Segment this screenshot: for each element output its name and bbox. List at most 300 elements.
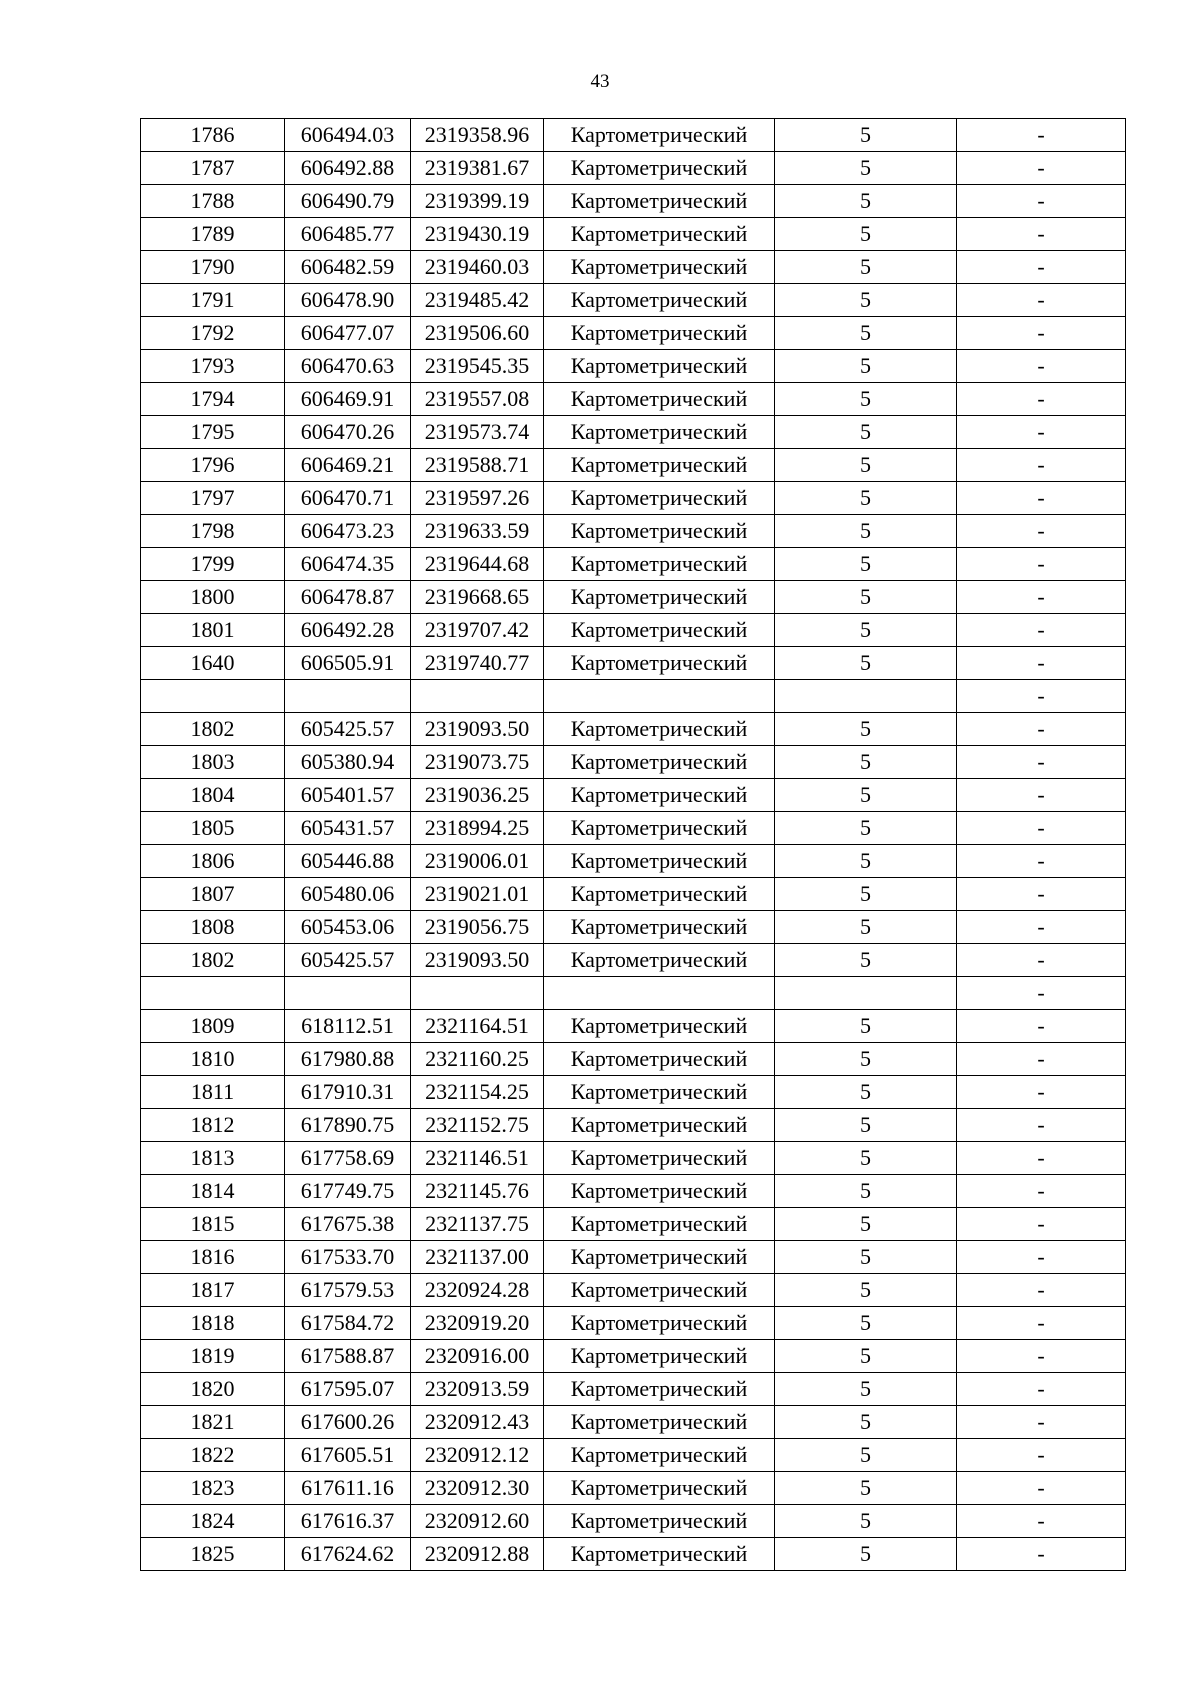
x-coordinate-cell: 606478.87 bbox=[285, 581, 411, 614]
y-coordinate-cell: 2321146.51 bbox=[411, 1142, 544, 1175]
y-coordinate-cell: 2321145.76 bbox=[411, 1175, 544, 1208]
accuracy-cell: 5 bbox=[775, 812, 957, 845]
y-coordinate-cell: 2321152.75 bbox=[411, 1109, 544, 1142]
accuracy-cell: 5 bbox=[775, 152, 957, 185]
y-coordinate-cell: 2319093.50 bbox=[411, 713, 544, 746]
accuracy-cell: 5 bbox=[775, 581, 957, 614]
description-cell: - bbox=[957, 1505, 1126, 1538]
method-cell: Картометрический bbox=[544, 251, 775, 284]
accuracy-cell: 5 bbox=[775, 317, 957, 350]
accuracy-cell: 5 bbox=[775, 218, 957, 251]
description-cell: - bbox=[957, 1076, 1126, 1109]
y-coordinate-cell: 2319430.19 bbox=[411, 218, 544, 251]
description-cell: - bbox=[957, 1208, 1126, 1241]
accuracy-cell: 5 bbox=[775, 647, 957, 680]
table-row bbox=[141, 152, 1126, 185]
y-coordinate-cell: 2319545.35 bbox=[411, 350, 544, 383]
description-cell: - bbox=[957, 1406, 1126, 1439]
table-row bbox=[141, 449, 1126, 482]
table-row bbox=[141, 416, 1126, 449]
description-cell: - bbox=[957, 647, 1126, 680]
point-number-cell: 1807 bbox=[141, 878, 285, 911]
point-number-cell: 1787 bbox=[141, 152, 285, 185]
method-cell: Картометрический bbox=[544, 218, 775, 251]
x-coordinate-cell: 617624.62 bbox=[285, 1538, 411, 1571]
accuracy-cell: 5 bbox=[775, 119, 957, 152]
x-coordinate-cell: 605425.57 bbox=[285, 944, 411, 977]
method-cell: Картометрический bbox=[544, 1439, 775, 1472]
method-cell: Картометрический bbox=[544, 779, 775, 812]
description-cell: - bbox=[957, 1274, 1126, 1307]
accuracy-cell: 5 bbox=[775, 515, 957, 548]
method-cell: Картометрический bbox=[544, 482, 775, 515]
method-cell: Картометрический bbox=[544, 1109, 775, 1142]
description-cell: - bbox=[957, 614, 1126, 647]
y-coordinate-cell: 2321164.51 bbox=[411, 1010, 544, 1043]
accuracy-cell: 5 bbox=[775, 1010, 957, 1043]
method-cell: Картометрический bbox=[544, 1505, 775, 1538]
point-number-cell: 1797 bbox=[141, 482, 285, 515]
y-coordinate-cell: 2319036.25 bbox=[411, 779, 544, 812]
x-coordinate-cell: 606478.90 bbox=[285, 284, 411, 317]
description-cell: - bbox=[957, 911, 1126, 944]
accuracy-cell: 5 bbox=[775, 713, 957, 746]
description-cell: - bbox=[957, 449, 1126, 482]
method-cell: Картометрический bbox=[544, 614, 775, 647]
method-cell: Картометрический bbox=[544, 1043, 775, 1076]
y-coordinate-cell: 2319573.74 bbox=[411, 416, 544, 449]
method-cell bbox=[544, 977, 775, 1010]
method-cell: Картометрический bbox=[544, 1406, 775, 1439]
description-cell: - bbox=[957, 977, 1126, 1010]
x-coordinate-cell: 605431.57 bbox=[285, 812, 411, 845]
y-coordinate-cell: 2319597.26 bbox=[411, 482, 544, 515]
point-number-cell bbox=[141, 977, 285, 1010]
y-coordinate-cell bbox=[411, 977, 544, 1010]
x-coordinate-cell: 606492.28 bbox=[285, 614, 411, 647]
y-coordinate-cell: 2319633.59 bbox=[411, 515, 544, 548]
y-coordinate-cell: 2320912.30 bbox=[411, 1472, 544, 1505]
description-cell: - bbox=[957, 416, 1126, 449]
table-row bbox=[141, 746, 1126, 779]
x-coordinate-cell: 617616.37 bbox=[285, 1505, 411, 1538]
point-number-cell: 1819 bbox=[141, 1340, 285, 1373]
y-coordinate-cell: 2319093.50 bbox=[411, 944, 544, 977]
accuracy-cell: 5 bbox=[775, 482, 957, 515]
table-row bbox=[141, 1538, 1126, 1571]
accuracy-cell bbox=[775, 977, 957, 1010]
description-cell: - bbox=[957, 1373, 1126, 1406]
accuracy-cell: 5 bbox=[775, 1076, 957, 1109]
accuracy-cell: 5 bbox=[775, 284, 957, 317]
x-coordinate-cell bbox=[285, 977, 411, 1010]
y-coordinate-cell: 2320912.43 bbox=[411, 1406, 544, 1439]
x-coordinate-cell: 617980.88 bbox=[285, 1043, 411, 1076]
point-number-cell: 1640 bbox=[141, 647, 285, 680]
description-cell: - bbox=[957, 1307, 1126, 1340]
description-cell: - bbox=[957, 383, 1126, 416]
description-cell: - bbox=[957, 119, 1126, 152]
description-cell: - bbox=[957, 1241, 1126, 1274]
point-number-cell: 1803 bbox=[141, 746, 285, 779]
method-cell: Картометрический bbox=[544, 383, 775, 416]
method-cell: Картометрический bbox=[544, 152, 775, 185]
y-coordinate-cell: 2321154.25 bbox=[411, 1076, 544, 1109]
y-coordinate-cell: 2319557.08 bbox=[411, 383, 544, 416]
table-row bbox=[141, 581, 1126, 614]
table-row bbox=[141, 1274, 1126, 1307]
method-cell bbox=[544, 680, 775, 713]
point-number-cell: 1788 bbox=[141, 185, 285, 218]
point-number-cell: 1811 bbox=[141, 1076, 285, 1109]
table-row bbox=[141, 548, 1126, 581]
y-coordinate-cell: 2319073.75 bbox=[411, 746, 544, 779]
y-coordinate-cell: 2320916.00 bbox=[411, 1340, 544, 1373]
table-row bbox=[141, 812, 1126, 845]
table-row bbox=[141, 911, 1126, 944]
y-coordinate-cell: 2321137.75 bbox=[411, 1208, 544, 1241]
point-number-cell: 1821 bbox=[141, 1406, 285, 1439]
description-cell: - bbox=[957, 581, 1126, 614]
method-cell: Картометрический bbox=[544, 1010, 775, 1043]
description-cell: - bbox=[957, 746, 1126, 779]
y-coordinate-cell: 2319399.19 bbox=[411, 185, 544, 218]
point-number-cell: 1806 bbox=[141, 845, 285, 878]
point-number-cell: 1802 bbox=[141, 713, 285, 746]
accuracy-cell: 5 bbox=[775, 845, 957, 878]
point-number-cell: 1793 bbox=[141, 350, 285, 383]
y-coordinate-cell: 2319381.67 bbox=[411, 152, 544, 185]
point-number-cell: 1801 bbox=[141, 614, 285, 647]
point-number-cell: 1820 bbox=[141, 1373, 285, 1406]
table-row bbox=[141, 1076, 1126, 1109]
x-coordinate-cell: 617579.53 bbox=[285, 1274, 411, 1307]
x-coordinate-cell: 617588.87 bbox=[285, 1340, 411, 1373]
point-number-cell: 1796 bbox=[141, 449, 285, 482]
x-coordinate-cell: 606494.03 bbox=[285, 119, 411, 152]
y-coordinate-cell: 2319588.71 bbox=[411, 449, 544, 482]
table-row bbox=[141, 185, 1126, 218]
description-cell: - bbox=[957, 1538, 1126, 1571]
table-row bbox=[141, 845, 1126, 878]
method-cell: Картометрический bbox=[544, 647, 775, 680]
accuracy-cell: 5 bbox=[775, 1307, 957, 1340]
accuracy-cell: 5 bbox=[775, 911, 957, 944]
accuracy-cell: 5 bbox=[775, 746, 957, 779]
table-row bbox=[141, 1340, 1126, 1373]
point-number-cell: 1812 bbox=[141, 1109, 285, 1142]
table-row bbox=[141, 317, 1126, 350]
x-coordinate-cell: 606505.91 bbox=[285, 647, 411, 680]
method-cell: Картометрический bbox=[544, 449, 775, 482]
point-number-cell: 1825 bbox=[141, 1538, 285, 1571]
method-cell: Картометрический bbox=[544, 1274, 775, 1307]
y-coordinate-cell: 2319644.68 bbox=[411, 548, 544, 581]
table-row bbox=[141, 1109, 1126, 1142]
point-number-cell: 1810 bbox=[141, 1043, 285, 1076]
y-coordinate-cell: 2319056.75 bbox=[411, 911, 544, 944]
y-coordinate-cell: 2319006.01 bbox=[411, 845, 544, 878]
description-cell: - bbox=[957, 317, 1126, 350]
point-number-cell: 1808 bbox=[141, 911, 285, 944]
method-cell: Картометрический bbox=[544, 1538, 775, 1571]
x-coordinate-cell: 605380.94 bbox=[285, 746, 411, 779]
accuracy-cell bbox=[775, 680, 957, 713]
table-row bbox=[141, 383, 1126, 416]
table-row bbox=[141, 350, 1126, 383]
x-coordinate-cell: 617533.70 bbox=[285, 1241, 411, 1274]
table-row bbox=[141, 1307, 1126, 1340]
y-coordinate-cell: 2319358.96 bbox=[411, 119, 544, 152]
method-cell: Картометрический bbox=[544, 317, 775, 350]
y-coordinate-cell: 2321137.00 bbox=[411, 1241, 544, 1274]
accuracy-cell: 5 bbox=[775, 1208, 957, 1241]
description-cell: - bbox=[957, 218, 1126, 251]
point-number-cell: 1791 bbox=[141, 284, 285, 317]
method-cell: Картометрический bbox=[544, 548, 775, 581]
table-row bbox=[141, 680, 1126, 713]
x-coordinate-cell: 617910.31 bbox=[285, 1076, 411, 1109]
description-cell: - bbox=[957, 1175, 1126, 1208]
method-cell: Картометрический bbox=[544, 185, 775, 218]
point-number-cell: 1794 bbox=[141, 383, 285, 416]
table-row bbox=[141, 1505, 1126, 1538]
point-number-cell: 1813 bbox=[141, 1142, 285, 1175]
y-coordinate-cell: 2320924.28 bbox=[411, 1274, 544, 1307]
description-cell: - bbox=[957, 713, 1126, 746]
method-cell: Картометрический bbox=[544, 1208, 775, 1241]
method-cell: Картометрический bbox=[544, 845, 775, 878]
point-number-cell: 1815 bbox=[141, 1208, 285, 1241]
accuracy-cell: 5 bbox=[775, 1274, 957, 1307]
table-row bbox=[141, 1472, 1126, 1505]
method-cell: Картометрический bbox=[544, 878, 775, 911]
description-cell: - bbox=[957, 185, 1126, 218]
accuracy-cell: 5 bbox=[775, 383, 957, 416]
x-coordinate-cell: 605453.06 bbox=[285, 911, 411, 944]
method-cell: Картометрический bbox=[544, 911, 775, 944]
x-coordinate-cell: 605446.88 bbox=[285, 845, 411, 878]
description-cell: - bbox=[957, 350, 1126, 383]
x-coordinate-cell bbox=[285, 680, 411, 713]
table-row bbox=[141, 1010, 1126, 1043]
method-cell: Картометрический bbox=[544, 581, 775, 614]
method-cell: Картометрический bbox=[544, 416, 775, 449]
description-cell: - bbox=[957, 1010, 1126, 1043]
accuracy-cell: 5 bbox=[775, 1472, 957, 1505]
table-row bbox=[141, 1241, 1126, 1274]
y-coordinate-cell: 2320912.60 bbox=[411, 1505, 544, 1538]
point-number-cell: 1790 bbox=[141, 251, 285, 284]
point-number-cell: 1792 bbox=[141, 317, 285, 350]
point-number-cell: 1789 bbox=[141, 218, 285, 251]
y-coordinate-cell: 2319707.42 bbox=[411, 614, 544, 647]
x-coordinate-cell: 606470.63 bbox=[285, 350, 411, 383]
table-row bbox=[141, 944, 1126, 977]
method-cell: Картометрический bbox=[544, 1373, 775, 1406]
method-cell: Картометрический bbox=[544, 812, 775, 845]
y-coordinate-cell: 2320913.59 bbox=[411, 1373, 544, 1406]
description-cell: - bbox=[957, 515, 1126, 548]
table-row bbox=[141, 1406, 1126, 1439]
point-number-cell: 1809 bbox=[141, 1010, 285, 1043]
table-row bbox=[141, 482, 1126, 515]
x-coordinate-cell: 617595.07 bbox=[285, 1373, 411, 1406]
point-number-cell: 1824 bbox=[141, 1505, 285, 1538]
x-coordinate-cell: 617584.72 bbox=[285, 1307, 411, 1340]
x-coordinate-cell: 605401.57 bbox=[285, 779, 411, 812]
description-cell: - bbox=[957, 680, 1126, 713]
x-coordinate-cell: 617890.75 bbox=[285, 1109, 411, 1142]
accuracy-cell: 5 bbox=[775, 1109, 957, 1142]
point-number-cell: 1822 bbox=[141, 1439, 285, 1472]
y-coordinate-cell: 2319021.01 bbox=[411, 878, 544, 911]
point-number-cell: 1800 bbox=[141, 581, 285, 614]
x-coordinate-cell: 617605.51 bbox=[285, 1439, 411, 1472]
y-coordinate-cell: 2319485.42 bbox=[411, 284, 544, 317]
x-coordinate-cell: 617611.16 bbox=[285, 1472, 411, 1505]
method-cell: Картометрический bbox=[544, 350, 775, 383]
point-number-cell: 1786 bbox=[141, 119, 285, 152]
description-cell: - bbox=[957, 1439, 1126, 1472]
table-row bbox=[141, 119, 1126, 152]
y-coordinate-cell: 2320912.12 bbox=[411, 1439, 544, 1472]
point-number-cell: 1816 bbox=[141, 1241, 285, 1274]
x-coordinate-cell: 606477.07 bbox=[285, 317, 411, 350]
description-cell: - bbox=[957, 1340, 1126, 1373]
x-coordinate-cell: 617600.26 bbox=[285, 1406, 411, 1439]
description-cell: - bbox=[957, 482, 1126, 515]
accuracy-cell: 5 bbox=[775, 878, 957, 911]
x-coordinate-cell: 606469.21 bbox=[285, 449, 411, 482]
table-row bbox=[141, 647, 1126, 680]
accuracy-cell: 5 bbox=[775, 614, 957, 647]
description-cell: - bbox=[957, 812, 1126, 845]
method-cell: Картометрический bbox=[544, 713, 775, 746]
table-row bbox=[141, 284, 1126, 317]
x-coordinate-cell: 617758.69 bbox=[285, 1142, 411, 1175]
x-coordinate-cell: 606469.91 bbox=[285, 383, 411, 416]
table-row bbox=[141, 1208, 1126, 1241]
table-row bbox=[141, 1439, 1126, 1472]
y-coordinate-cell: 2319668.65 bbox=[411, 581, 544, 614]
x-coordinate-cell: 606470.26 bbox=[285, 416, 411, 449]
page-number: 43 bbox=[590, 71, 610, 92]
x-coordinate-cell: 606474.35 bbox=[285, 548, 411, 581]
accuracy-cell: 5 bbox=[775, 416, 957, 449]
point-number-cell: 1823 bbox=[141, 1472, 285, 1505]
point-number-cell: 1814 bbox=[141, 1175, 285, 1208]
point-number-cell: 1798 bbox=[141, 515, 285, 548]
point-number-cell: 1804 bbox=[141, 779, 285, 812]
table-row bbox=[141, 713, 1126, 746]
method-cell: Картометрический bbox=[544, 746, 775, 779]
method-cell: Картометрический bbox=[544, 944, 775, 977]
description-cell: - bbox=[957, 284, 1126, 317]
x-coordinate-cell: 617675.38 bbox=[285, 1208, 411, 1241]
table-row bbox=[141, 515, 1126, 548]
description-cell: - bbox=[957, 251, 1126, 284]
y-coordinate-cell: 2320919.20 bbox=[411, 1307, 544, 1340]
x-coordinate-cell: 606490.79 bbox=[285, 185, 411, 218]
point-number-cell: 1818 bbox=[141, 1307, 285, 1340]
accuracy-cell: 5 bbox=[775, 185, 957, 218]
description-cell: - bbox=[957, 1043, 1126, 1076]
table-row bbox=[141, 878, 1126, 911]
point-number-cell: 1817 bbox=[141, 1274, 285, 1307]
point-number-cell bbox=[141, 680, 285, 713]
y-coordinate-cell: 2319740.77 bbox=[411, 647, 544, 680]
table-row bbox=[141, 779, 1126, 812]
accuracy-cell: 5 bbox=[775, 1142, 957, 1175]
accuracy-cell: 5 bbox=[775, 779, 957, 812]
description-cell: - bbox=[957, 779, 1126, 812]
method-cell: Картометрический bbox=[544, 1076, 775, 1109]
description-cell: - bbox=[957, 548, 1126, 581]
y-coordinate-cell: 2321160.25 bbox=[411, 1043, 544, 1076]
accuracy-cell: 5 bbox=[775, 1406, 957, 1439]
table-row bbox=[141, 1043, 1126, 1076]
x-coordinate-cell: 606470.71 bbox=[285, 482, 411, 515]
table-row bbox=[141, 614, 1126, 647]
method-cell: Картометрический bbox=[544, 119, 775, 152]
accuracy-cell: 5 bbox=[775, 944, 957, 977]
accuracy-cell: 5 bbox=[775, 1340, 957, 1373]
accuracy-cell: 5 bbox=[775, 1373, 957, 1406]
accuracy-cell: 5 bbox=[775, 1439, 957, 1472]
accuracy-cell: 5 bbox=[775, 1538, 957, 1571]
table-row bbox=[141, 977, 1126, 1010]
description-cell: - bbox=[957, 1472, 1126, 1505]
method-cell: Картометрический bbox=[544, 1340, 775, 1373]
x-coordinate-cell: 618112.51 bbox=[285, 1010, 411, 1043]
table-row bbox=[141, 1373, 1126, 1406]
description-cell: - bbox=[957, 1109, 1126, 1142]
y-coordinate-cell: 2319506.60 bbox=[411, 317, 544, 350]
method-cell: Картометрический bbox=[544, 1241, 775, 1274]
table-row bbox=[141, 251, 1126, 284]
x-coordinate-cell: 606482.59 bbox=[285, 251, 411, 284]
coordinates-table bbox=[140, 118, 1126, 1571]
y-coordinate-cell: 2318994.25 bbox=[411, 812, 544, 845]
description-cell: - bbox=[957, 944, 1126, 977]
description-cell: - bbox=[957, 878, 1126, 911]
method-cell: Картометрический bbox=[544, 1472, 775, 1505]
accuracy-cell: 5 bbox=[775, 1241, 957, 1274]
accuracy-cell: 5 bbox=[775, 350, 957, 383]
x-coordinate-cell: 606473.23 bbox=[285, 515, 411, 548]
method-cell: Картометрический bbox=[544, 284, 775, 317]
accuracy-cell: 5 bbox=[775, 251, 957, 284]
x-coordinate-cell: 605480.06 bbox=[285, 878, 411, 911]
accuracy-cell: 5 bbox=[775, 449, 957, 482]
y-coordinate-cell: 2320912.88 bbox=[411, 1538, 544, 1571]
x-coordinate-cell: 605425.57 bbox=[285, 713, 411, 746]
x-coordinate-cell: 606485.77 bbox=[285, 218, 411, 251]
point-number-cell: 1805 bbox=[141, 812, 285, 845]
point-number-cell: 1802 bbox=[141, 944, 285, 977]
description-cell: - bbox=[957, 845, 1126, 878]
table-row bbox=[141, 1175, 1126, 1208]
point-number-cell: 1799 bbox=[141, 548, 285, 581]
x-coordinate-cell: 606492.88 bbox=[285, 152, 411, 185]
accuracy-cell: 5 bbox=[775, 1043, 957, 1076]
accuracy-cell: 5 bbox=[775, 1175, 957, 1208]
coordinates-table-body bbox=[141, 119, 1126, 1571]
description-cell: - bbox=[957, 1142, 1126, 1175]
method-cell: Картометрический bbox=[544, 1142, 775, 1175]
table-row bbox=[141, 1142, 1126, 1175]
